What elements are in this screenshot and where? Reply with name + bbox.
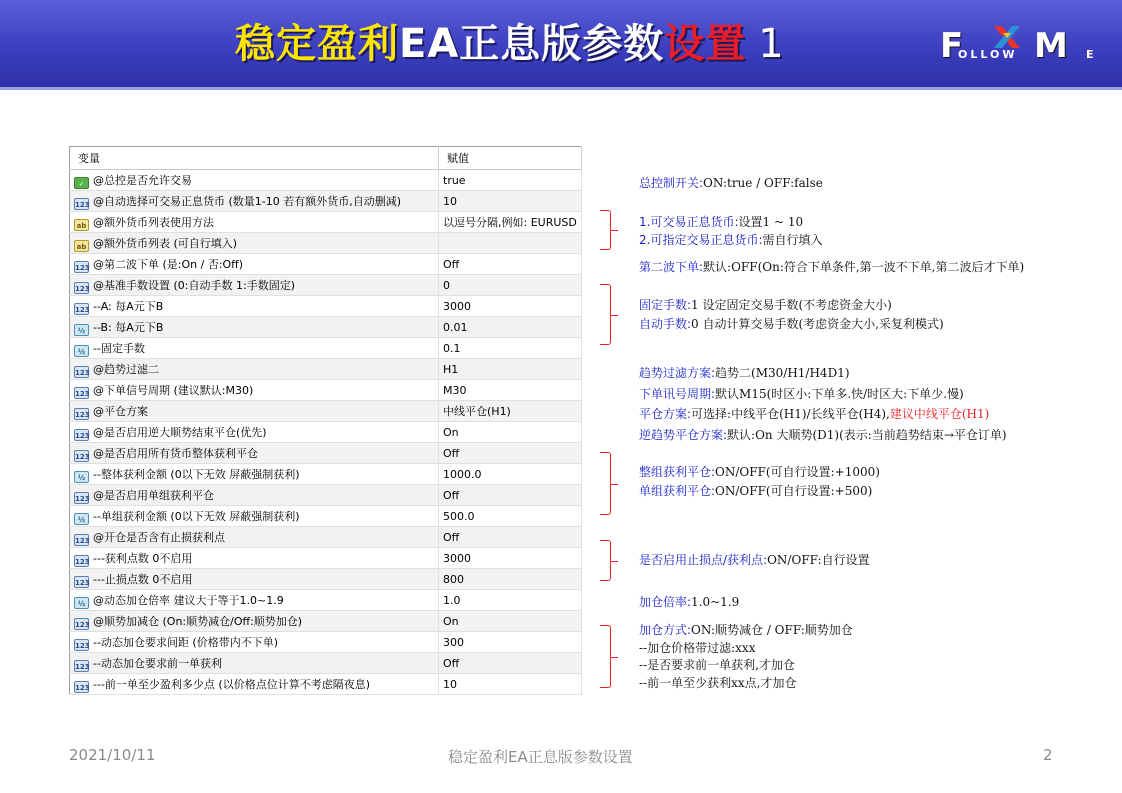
integer-type-icon: 123 <box>74 261 89 273</box>
param-name: --动态加仓要求间距 (价格带内不下单) <box>93 635 279 649</box>
param-name-cell <box>70 275 439 296</box>
title-part-3: 设置 <box>664 21 747 67</box>
param-name-cell <box>70 212 439 233</box>
param-name-cell <box>70 254 439 275</box>
param-value-cell[interactable]: On <box>439 422 582 443</box>
integer-type-icon: 123 <box>74 576 89 588</box>
table-row[interactable] <box>70 401 582 422</box>
integer-type-icon: 123 <box>74 555 89 567</box>
note-require-prev-profit: --是否要求前一单获利,才加仓 <box>639 658 795 672</box>
param-name: --B: 每A元下B <box>93 320 164 334</box>
footer-title: 稳定盈利EA正息版参数设置 <box>448 748 633 766</box>
param-value-cell[interactable]: 3000 <box>439 548 582 569</box>
table-row[interactable] <box>70 170 582 191</box>
title-part-1: 稳定盈利 <box>235 21 399 67</box>
param-value-cell[interactable]: H1 <box>439 359 582 380</box>
param-value-cell[interactable]: Off <box>439 254 582 275</box>
string-type-icon: ab <box>74 240 89 252</box>
logo-letter-m: M <box>1034 26 1068 66</box>
title-part-2: EA正息版参数 <box>399 21 665 67</box>
param-value-cell[interactable]: On <box>439 611 582 632</box>
logo-letter-e: E <box>1086 48 1094 61</box>
integer-type-icon: 123 <box>74 282 89 294</box>
column-header-value[interactable]: 赋值 <box>439 147 582 170</box>
note-reverse-trend-close: 逆趋势平仓方案:默认:On 大顺势(D1)(表示:当前趋势结束→平仓订单) <box>639 428 1007 442</box>
param-name: @额外货币列表使用方法 <box>93 215 214 229</box>
logo-letter-f: F <box>940 26 964 66</box>
integer-type-icon: 123 <box>74 408 89 420</box>
note-fixed-lots: 固定手数:1 设定固定交易手数(不考虑资金大小) <box>639 298 892 312</box>
table-row[interactable] <box>70 590 582 611</box>
param-name: --固定手数 <box>93 341 145 355</box>
table-row[interactable] <box>70 611 582 632</box>
integer-type-icon: 123 <box>74 450 89 462</box>
param-value-cell[interactable]: 1.0 <box>439 590 582 611</box>
table-row[interactable] <box>70 653 582 674</box>
param-name: @动态加仓倍率 建议大于等于1.0~1.9 <box>93 593 284 607</box>
param-value-cell[interactable]: 0.01 <box>439 317 582 338</box>
param-name: @开仓是否含有止损获利点 <box>93 530 225 544</box>
brace-profit-close <box>600 452 611 515</box>
table-row[interactable] <box>70 338 582 359</box>
note-price-band: --加仓价格带过滤:xxx <box>639 641 756 655</box>
param-name-cell <box>70 443 439 464</box>
bool-type-icon: ✓ <box>74 177 89 189</box>
param-name: ---止损点数 0不启用 <box>93 572 193 586</box>
brace-currency <box>600 210 611 250</box>
note-trend-filter: 趋势过滤方案:趋势二(M30/H1/H4D1) <box>639 366 850 380</box>
column-header-variable[interactable]: 变量 <box>70 147 439 170</box>
param-name-cell <box>70 569 439 590</box>
note-add-ratio: 加仓倍率:1.0~1.9 <box>639 595 740 609</box>
param-name: --整体获利金额 (0以下无效 屏蔽强制获利) <box>93 467 300 481</box>
double-type-icon: ½ <box>74 345 89 357</box>
param-name: @是否启用单组获利平仓 <box>93 488 214 502</box>
double-type-icon: ½ <box>74 597 89 609</box>
note-total-profit-close: 整组获利平仓:ON/OFF(可自行设置:+1000) <box>639 465 880 479</box>
brace-stop-profit <box>600 540 611 581</box>
logo-text: OLLOW <box>958 48 1018 61</box>
param-value-cell[interactable]: Off <box>439 527 582 548</box>
param-name: @额外货币列表 (可自行填入) <box>93 236 238 250</box>
note-second-wave: 第二波下单:默认:OFF(On:符合下单条件,第一波不下单,第二波后才下单) <box>639 260 1025 274</box>
slide-title <box>235 14 785 74</box>
param-name-cell <box>70 191 439 212</box>
table-row[interactable] <box>70 191 582 212</box>
note-specified-currency: 2.可指定交易正息货币:需自行填入 <box>639 233 823 247</box>
param-value-cell[interactable]: 10 <box>439 674 582 695</box>
string-type-icon: ab <box>74 219 89 231</box>
param-name-cell <box>70 674 439 695</box>
footer-page-number: 2 <box>1043 746 1053 764</box>
followme-logo <box>940 22 1102 70</box>
table-header-row <box>70 147 582 170</box>
param-name: --单组获利金额 (0以下无效 屏蔽强制获利) <box>93 509 300 523</box>
param-name: @第二波下单 (是:On / 否:Off) <box>93 257 244 271</box>
table-row[interactable] <box>70 422 582 443</box>
note-auto-lots: 自动手数:0 自动计算交易手数(考虑资金大小,采复利模式) <box>639 317 944 331</box>
brace-add-position <box>600 625 611 688</box>
param-name-cell <box>70 611 439 632</box>
param-name: @自动选择可交易正息货币 (数量1-10 若有额外货币,自动删减) <box>93 194 402 208</box>
param-name: @顺势加减仓 (On:顺势减仓/Off:顺势加仓) <box>93 614 303 628</box>
param-name-cell <box>70 527 439 548</box>
param-name: @是否启用所有货币整体获利平仓 <box>93 446 258 460</box>
param-value-cell[interactable]: 3000 <box>439 296 582 317</box>
param-value-cell[interactable] <box>439 233 582 254</box>
note-close-plan: 平仓方案:可选择:中线平仓(H1)/长线平仓(H4),建议中线平仓(H1) <box>639 407 990 421</box>
table-row[interactable] <box>70 485 582 506</box>
param-name-cell <box>70 506 439 527</box>
integer-type-icon: 123 <box>74 534 89 546</box>
param-value-cell[interactable]: Off <box>439 485 582 506</box>
param-value-cell[interactable]: Off <box>439 653 582 674</box>
integer-type-icon: 123 <box>74 660 89 672</box>
param-name-cell <box>70 485 439 506</box>
table-row[interactable] <box>70 233 582 254</box>
param-value-cell[interactable]: 300 <box>439 632 582 653</box>
param-name-cell <box>70 380 439 401</box>
param-value-cell[interactable]: 0.1 <box>439 338 582 359</box>
param-value-cell[interactable]: 500.0 <box>439 506 582 527</box>
param-value-cell[interactable]: 以逗号分隔,例如: EURUSD <box>439 212 582 233</box>
integer-type-icon: 123 <box>74 618 89 630</box>
param-name-cell <box>70 632 439 653</box>
table-row[interactable] <box>70 506 582 527</box>
table-row[interactable] <box>70 380 582 401</box>
integer-type-icon: 123 <box>74 492 89 504</box>
param-name-cell <box>70 338 439 359</box>
param-name: @下单信号周期 (建议默认:M30) <box>93 383 254 397</box>
integer-type-icon: 123 <box>74 429 89 441</box>
table-row[interactable] <box>70 317 582 338</box>
brace-lots <box>600 284 611 345</box>
param-name-cell <box>70 359 439 380</box>
integer-type-icon: 123 <box>74 681 89 693</box>
table-row[interactable] <box>70 443 582 464</box>
param-value-cell[interactable]: 0 <box>439 275 582 296</box>
param-value-cell[interactable]: true <box>439 170 582 191</box>
param-name-cell <box>70 653 439 674</box>
table-row[interactable] <box>70 569 582 590</box>
param-name: @平仓方案 <box>93 404 148 418</box>
title-number: 1 <box>758 21 785 67</box>
param-name-cell <box>70 590 439 611</box>
param-name-cell <box>70 401 439 422</box>
param-name: --A: 每A元下B <box>93 299 164 313</box>
param-name: @趋势过滤二 <box>93 362 159 376</box>
param-value-cell[interactable]: 中线平仓(H1) <box>439 401 582 422</box>
note-tradable-currency: 1.可交易正息货币:设置1 ~ 10 <box>639 215 804 229</box>
param-name-cell <box>70 464 439 485</box>
param-value-cell[interactable]: 1000.0 <box>439 464 582 485</box>
param-name: ---前一单至少盈利多少点 (以价格点位计算不考虑隔夜息) <box>93 677 370 691</box>
param-name: @总控是否允许交易 <box>93 173 192 187</box>
table-row[interactable] <box>70 359 582 380</box>
param-name-cell <box>70 422 439 443</box>
integer-type-icon: 123 <box>74 366 89 378</box>
table-row[interactable] <box>70 548 582 569</box>
note-group-profit-close: 单组获利平仓:ON/OFF(可自行设置:+500) <box>639 484 873 498</box>
integer-type-icon: 123 <box>74 387 89 399</box>
double-type-icon: ½ <box>74 471 89 483</box>
table-row[interactable] <box>70 674 582 695</box>
integer-type-icon: 123 <box>74 639 89 651</box>
param-name-cell <box>70 170 439 191</box>
integer-type-icon: 123 <box>74 303 89 315</box>
param-value-cell[interactable]: Off <box>439 443 582 464</box>
double-type-icon: ½ <box>74 324 89 336</box>
double-type-icon: ½ <box>74 513 89 525</box>
logo-x-icon <box>992 24 1022 50</box>
param-name: --动态加仓要求前一单获利 <box>93 656 222 670</box>
param-name-cell <box>70 548 439 569</box>
title-banner <box>0 0 1122 90</box>
table-row[interactable] <box>70 632 582 653</box>
table-row[interactable] <box>70 275 582 296</box>
parameters-table <box>69 146 582 695</box>
note-stop-profit-points: 是否启用止损点/获利点:ON/OFF:自行设置 <box>639 553 870 567</box>
note-add-mode: 加仓方式:ON:顺势减仓 / OFF:顺势加仓 <box>639 623 853 637</box>
note-signal-period: 下单讯号周期:默认M15(时区小:下单多.快/时区大:下单少.慢) <box>639 387 964 401</box>
param-name: @基准手数设置 (0:自动手数 1:手数固定) <box>93 278 295 292</box>
integer-type-icon: 123 <box>74 198 89 210</box>
table-row[interactable] <box>70 527 582 548</box>
footer-date: 2021/10/11 <box>69 746 156 764</box>
note-prev-min-points: --前一单至少获利xx点,才加仓 <box>639 676 797 690</box>
param-name: ---获利点数 0不启用 <box>93 551 193 565</box>
table-row[interactable] <box>70 464 582 485</box>
param-value-cell[interactable]: M30 <box>439 380 582 401</box>
param-name-cell <box>70 296 439 317</box>
param-value-cell[interactable]: 800 <box>439 569 582 590</box>
param-value-cell[interactable]: 10 <box>439 191 582 212</box>
note-master-switch: 总控制开关:ON:true / OFF:false <box>639 176 823 190</box>
param-name: @是否启用逆大顺势结束平仓(优先) <box>93 425 267 439</box>
table-row[interactable] <box>70 254 582 275</box>
param-name-cell <box>70 317 439 338</box>
param-name-cell <box>70 233 439 254</box>
table-row[interactable] <box>70 212 582 233</box>
table-row[interactable] <box>70 296 582 317</box>
